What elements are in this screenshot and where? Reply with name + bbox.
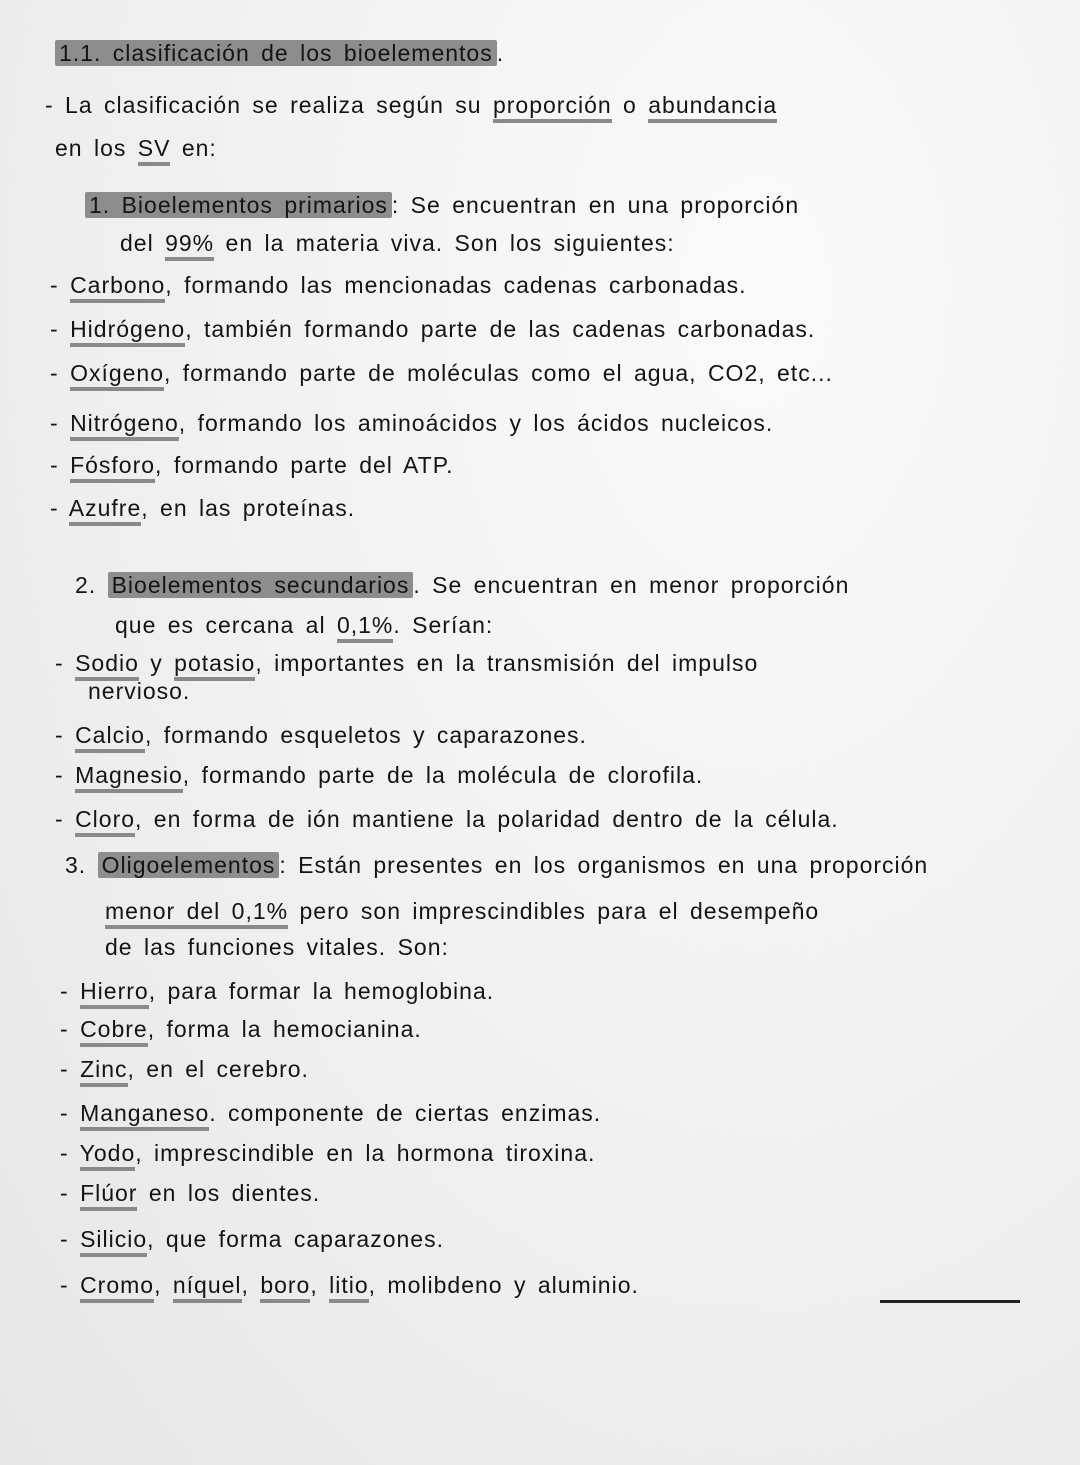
note-text: 3. — [65, 852, 98, 878]
note-text: - — [60, 1056, 81, 1082]
note-text: - — [60, 1140, 80, 1166]
note-text: : Están presentes en los organismos en una proporción — [279, 852, 929, 878]
note-line — [45, 92, 777, 119]
underlined-term: níquel — [173, 1272, 242, 1303]
note-text: , en forma de ión mantiene la polaridad dentro de la célula. — [135, 806, 839, 832]
underlined-term: Manganeso — [80, 1100, 209, 1131]
underlined-term: Hierro — [80, 978, 149, 1009]
note-text: - — [60, 978, 81, 1004]
note-text: , — [310, 1272, 330, 1298]
note-text: - — [50, 495, 69, 521]
note-text: . Serían: — [393, 612, 494, 638]
note-text: , formando parte del ATP. — [155, 452, 454, 478]
underlined-term: menor del 0,1% — [105, 898, 288, 929]
note-text: , imprescindible en la hormona tiroxina. — [135, 1140, 596, 1166]
note-text: , formando los aminoácidos y los ácidos nucleicos. — [178, 410, 774, 436]
underlined-term: Flúor — [80, 1180, 137, 1211]
note-line — [55, 650, 758, 677]
underlined-term: Hidrógeno — [70, 316, 185, 347]
underlined-term: Oxígeno — [70, 360, 164, 391]
note-text: nervioso. — [88, 678, 191, 704]
note-text: - — [55, 762, 76, 788]
note-text: y — [138, 650, 175, 676]
underlined-term: potasio — [174, 650, 255, 681]
note-text: - — [50, 410, 71, 436]
note-line — [60, 1056, 309, 1083]
note-text: , molibdeno y aluminio. — [368, 1272, 639, 1298]
note-text: en la materia viva. Son los siguientes: — [214, 230, 675, 256]
note-line — [60, 1016, 422, 1043]
underlined-term: boro — [260, 1272, 310, 1303]
note-text: , forma la hemocianina. — [147, 1016, 422, 1042]
note-line — [75, 572, 849, 599]
highlighted-heading: Oligoelementos — [98, 852, 280, 878]
note-text: . componente de ciertas enzimas. — [209, 1100, 602, 1126]
note-line — [60, 1100, 601, 1127]
note-line — [50, 452, 453, 479]
underlined-term: Azufre — [69, 495, 141, 526]
underlined-term: Calcio — [75, 722, 145, 753]
note-text: , también formando parte de las cadenas carbonadas. — [185, 316, 816, 342]
underlined-term: Fósforo — [70, 452, 155, 483]
note-text: en: — [170, 135, 217, 161]
pen-stroke — [880, 1300, 1020, 1303]
underlined-term: proporción — [493, 92, 612, 123]
note-line — [60, 1180, 320, 1207]
highlighted-heading: Bioelementos secundarios — [108, 572, 414, 598]
note-line — [50, 272, 747, 299]
note-text: del — [120, 230, 166, 256]
note-text: - — [50, 272, 71, 298]
note-text: - — [60, 1272, 81, 1298]
note-line — [50, 410, 773, 437]
underlined-term: Cromo — [80, 1272, 154, 1303]
underlined-term: Silicio — [80, 1226, 147, 1257]
note-text: - — [60, 1016, 81, 1042]
underlined-term: 0,1% — [337, 612, 393, 643]
note-line — [120, 230, 675, 257]
note-line — [88, 678, 190, 705]
note-text: , para formar la hemoglobina. — [148, 978, 495, 1004]
note-text: que es cercana al — [115, 612, 337, 638]
note-text: - — [55, 806, 76, 832]
note-text: , que forma caparazones. — [147, 1226, 444, 1252]
note-line — [60, 1140, 595, 1167]
note-text: - — [50, 316, 71, 342]
note-text: en los dientes. — [137, 1180, 321, 1206]
underlined-term: Cloro — [75, 806, 135, 837]
note-text: - — [60, 1180, 81, 1206]
note-text: en los — [55, 135, 138, 161]
note-text: - — [50, 360, 71, 386]
note-line — [55, 762, 703, 789]
note-line — [105, 934, 449, 961]
note-line — [55, 135, 217, 162]
underlined-term: Magnesio — [75, 762, 183, 793]
note-text: , formando las mencionadas cadenas carbonadas. — [165, 272, 747, 298]
note-line — [60, 1226, 444, 1253]
note-text: - — [60, 1226, 81, 1252]
underlined-term: Zinc — [80, 1056, 127, 1087]
note-text: pero son imprescindibles para el desempeño — [288, 898, 820, 924]
note-text: , — [241, 1272, 261, 1298]
underlined-term: Nitrógeno — [70, 410, 179, 441]
note-text: , — [154, 1272, 173, 1298]
note-line — [55, 40, 504, 67]
underlined-term: Sodio — [75, 650, 139, 681]
note-line — [65, 852, 928, 879]
note-line — [55, 722, 587, 749]
highlighted-heading: 1.1. clasificación de los bioelementos — [55, 40, 497, 66]
underlined-term: litio — [329, 1272, 369, 1303]
note-text: , formando esqueletos y caparazones. — [144, 722, 587, 748]
note-line — [50, 495, 355, 522]
note-line — [50, 316, 815, 343]
note-text: : Se encuentran en una proporción — [391, 192, 800, 218]
note-line — [60, 1272, 639, 1299]
note-text: , en las proteínas. — [141, 495, 356, 521]
note-text: - — [55, 722, 76, 748]
note-line — [55, 806, 839, 833]
underlined-term: SV — [138, 135, 171, 166]
note-text: , formando parte de moléculas como el agua, CO2, etc... — [164, 360, 833, 386]
underlined-term: abundancia — [648, 92, 777, 123]
underlined-term: 99% — [165, 230, 214, 261]
note-text: , importantes en la transmisión del impulso — [255, 650, 759, 676]
highlighted-heading: 1. Bioelementos primarios — [85, 192, 392, 218]
note-text: - — [60, 1100, 81, 1126]
note-line — [85, 192, 799, 219]
note-text: - La clasificación se realiza según su — [45, 92, 493, 118]
note-text: - — [55, 650, 76, 676]
note-text: o — [611, 92, 649, 118]
note-text: . — [496, 40, 505, 66]
underlined-term: Cobre — [80, 1016, 148, 1047]
note-line — [105, 898, 819, 925]
note-text: , en el cerebro. — [127, 1056, 309, 1082]
underlined-term: Yodo — [80, 1140, 136, 1171]
note-line — [115, 612, 493, 639]
note-text: - — [50, 452, 71, 478]
note-text: 2. — [75, 572, 108, 598]
note-text: de las funciones vitales. Son: — [105, 934, 449, 960]
note-line — [60, 978, 494, 1005]
note-text: . Se encuentran en menor proporción — [413, 572, 850, 598]
note-text: , formando parte de la molécula de clorofila. — [182, 762, 704, 788]
note-line — [50, 360, 833, 387]
underlined-term: Carbono — [70, 272, 165, 303]
